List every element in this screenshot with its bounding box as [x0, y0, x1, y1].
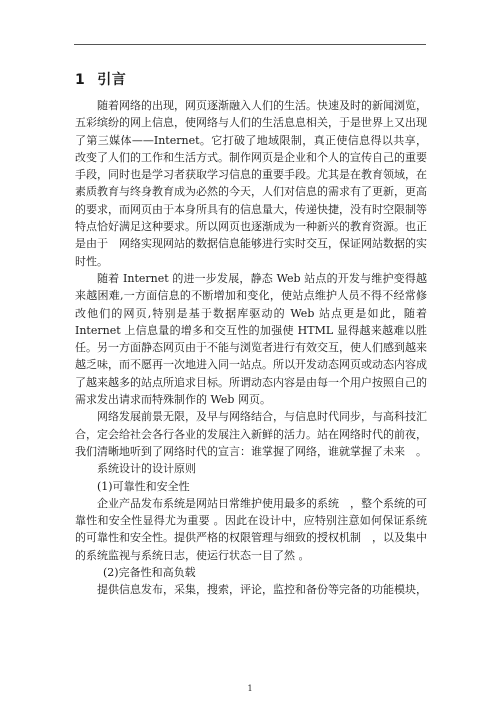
section-title: 引言: [97, 72, 127, 88]
header-rule: [74, 44, 426, 45]
paragraph-design-principles-heading: 系统设计的设计原则: [97, 462, 196, 476]
paragraph-completeness-heading: (2)完备性和高负载: [103, 566, 196, 580]
section-number: 1: [75, 72, 86, 88]
paragraph-network-prospects: 网络发展前景无限，及早与网络结合，与信息时代同步，与高科技汇合，定会给社会各行各业的发展注入新鲜的活力。站在网络时代的前夜，我们清晰地听到了网络时代的宣言：谁掌握了网络，谁就掌握了未来 。: [75, 410, 427, 458]
paragraph-reliability-heading: (1)可靠性和安全性: [97, 479, 190, 493]
section-heading: [75, 69, 126, 89]
paragraph-internet-development: 随着 Internet 的进一步发展，静态 Web 站点的开发与维护变得越来越困难,一方面信息的不断增加和变化，使站点维护人员不得不经常修改他们的网页,特别是基于数据库驱动的 Web 站点更是如此，随着 Internet 上信息量的增多和交互性的加强使 HTML 显得越来越难以胜任。另一方面静态网页由于不能与浏览者进行有效交互，使人们感到越来越乏味，而不愿再一次地进入同一站点。所以开发动态网页或动态内容成了越来越多的站点所追求目标。所谓动态内容是由每一个用户按照自己的需求发出请求而特殊制作的 Web 网页。: [75, 271, 427, 407]
paragraph-reliability-body: 企业产品发布系统是网站日常维护使用最多的系统 ，整个系统的可靠性和安全性显得尤为重要 。因此在设计中，应特别注意如何保证系统的可靠性和安全性。提供严格的权限管理与细致的授权机制 ，以及集中的系统监视与系统日志，使运行状态一目了然 。: [75, 496, 427, 562]
body-text: [75, 97, 427, 599]
page-number: 1: [247, 684, 253, 693]
paragraph-intro: 随着网络的出现，网页逐渐融入人们的生活。快速及时的新闻浏览，五彩缤纷的网上信息，使网络与人们的生活息息相关，于是世界上又出现了第三媒体——Internet。它打破了地域限制，真正使信息得以共享，改变了人们的工作和生活方式。制作网页是企业和个人的宣传自己的重要手段，同时也是学习者获取学习信息的重要手段。尤其是在教育领域，在素质教育与终身教育成为必然的今天，人们对信息的需求有了更新，更高的要求，而网页由于本身所具有的信息量大，传递快捷，没有时空限制等特点恰好满足这种要求。所以网页也逐渐成为一种新兴的教育资源。也正是由于 网络实现网站的数据信息能够进行实时交互，保证网站数据的实时性。: [75, 99, 427, 268]
paragraph-completeness-body: 提供信息发布，采集，搜索，评论，监控和备份等完备的功能模块，: [97, 583, 427, 597]
